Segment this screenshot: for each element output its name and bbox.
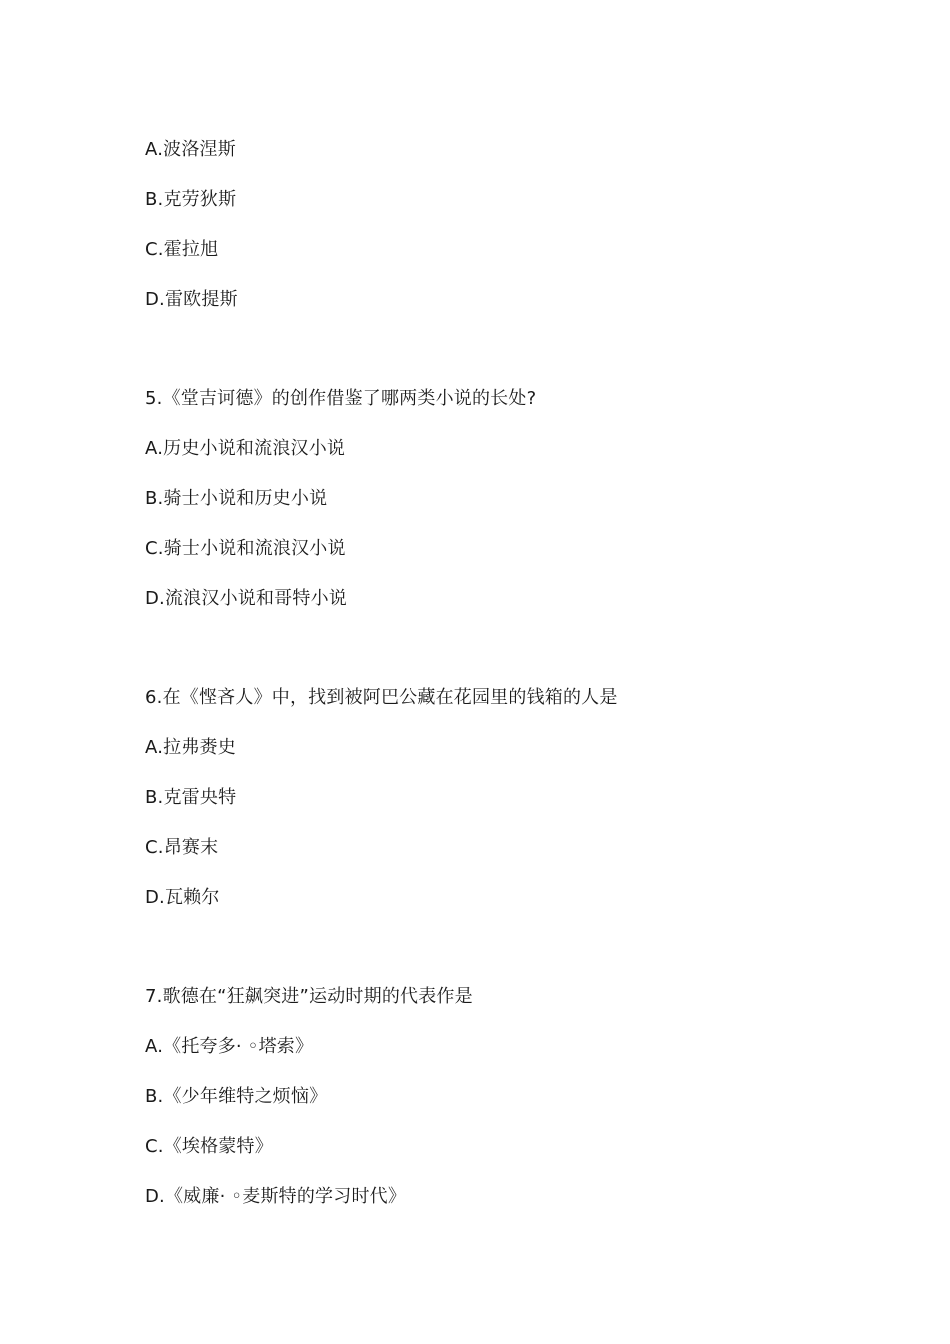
q6-question: 6.在《悭吝人》中，找到被阿巴公藏在花园里的钱箱的人是 [145, 687, 618, 708]
q5-option-b: B.骑士小说和历史小说 [145, 488, 328, 509]
q4-option-b: B.克劳狄斯 [145, 189, 237, 210]
q7-option-a: A.《托夸多· ◦塔索》 [145, 1036, 314, 1057]
q4-option-d: D.雷欧提斯 [145, 289, 238, 310]
q6-option-c: C.昂赛末 [145, 837, 219, 858]
q4-option-c: C.霍拉旭 [145, 239, 219, 260]
q5-option-c: C.骑士小说和流浪汉小说 [145, 538, 346, 559]
q6-option-b: B.克雷央特 [145, 787, 237, 808]
q7-question: 7.歌德在“狂飙突进”运动时期的代表作是 [145, 986, 473, 1007]
q5-question: 5.《堂吉诃德》的创作借鉴了哪两类小说的长处? [145, 388, 537, 409]
q4-option-a: A.波洛涅斯 [145, 139, 236, 160]
q5-option-d: D.流浪汉小说和哥特小说 [145, 588, 347, 609]
q7-option-c: C.《埃格蒙特》 [145, 1136, 273, 1157]
q5-option-a: A.历史小说和流浪汉小说 [145, 438, 346, 459]
q6-option-a: A.拉弗赉史 [145, 737, 236, 758]
q6-option-d: D.瓦赖尔 [145, 887, 220, 908]
q7-option-b: B.《少年维特之烦恼》 [145, 1086, 328, 1107]
q7-option-d: D.《威廉· ◦麦斯特的学习时代》 [145, 1186, 407, 1207]
